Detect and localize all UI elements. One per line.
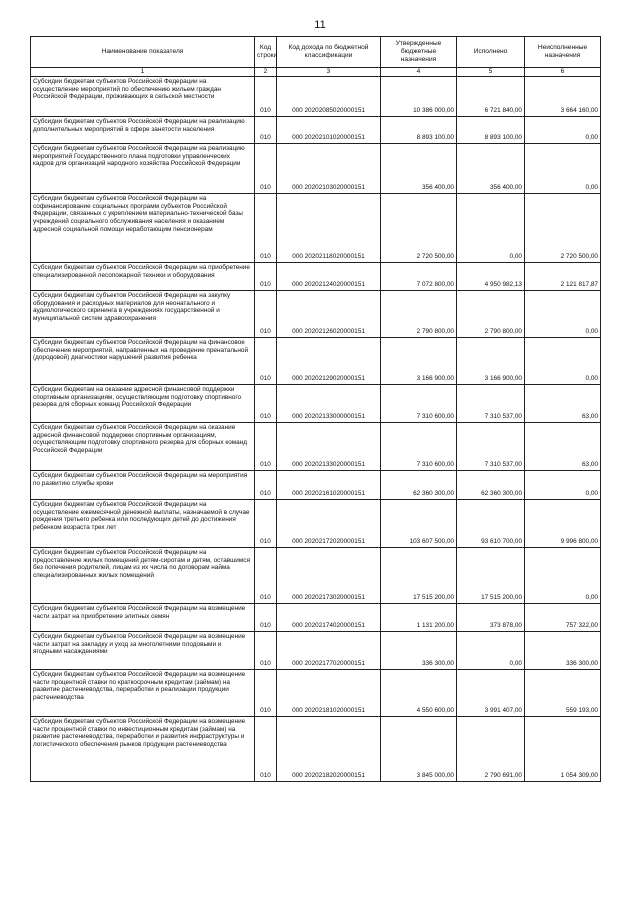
indicator-name-cell: Субсидии бюджетам на оказание адресной финансовой поддержки спортивным организациям, осуществляющим подготовку спортивного резерва для сборных команд Российской Федерации [31, 384, 255, 422]
revenue-code-cell: 000 20202103020000151 [277, 143, 381, 193]
approved-cell: 62 360 300,00 [381, 470, 457, 499]
approved-cell: 336 300,00 [381, 631, 457, 669]
column-number: 1 [31, 68, 255, 77]
revenue-code-cell: 000 20202177020000151 [277, 631, 381, 669]
table-row [31, 116, 601, 143]
indicator-name-cell: Субсидии бюджетам субъектов Российской Федерации на возмещение части процентной ставки по краткосрочным кредитам (займам) на развитие растениеводства, переработки и реализации продукции растениеводства [31, 669, 255, 716]
indicator-name-cell: Субсидии бюджетам субъектов Российской Федерации на осуществление ежемесячной денежной выплаты, назначаемой в случае рождения третьего ребенка или последующих детей до достижения ребенком возраста трех лет [31, 499, 255, 547]
header-approved: Утвержденные бюджетные назначения [381, 37, 457, 68]
approved-cell: 2 790 800,00 [381, 290, 457, 337]
table-row [31, 143, 601, 193]
indicator-name-cell: Субсидии бюджетам субъектов Российской Федерации на осуществление мероприятий по обеспечению жильем граждан Российской Федерации, проживающих в сельской местности [31, 76, 255, 116]
table-row [31, 603, 601, 631]
revenue-code-cell: 000 20202133000000151 [277, 384, 381, 422]
unexecuted-cell: 0,00 [525, 290, 601, 337]
column-number: 5 [457, 68, 525, 77]
unexecuted-cell: 63,00 [525, 422, 601, 470]
line-code-cell: 010 [255, 669, 277, 716]
unexecuted-cell: 9 996 800,00 [525, 499, 601, 547]
column-number: 6 [525, 68, 601, 77]
table-row [31, 193, 601, 262]
indicator-name-cell: Субсидии бюджетам субъектов Российской Федерации на возмещение части затрат на приобретение элитных семян [31, 603, 255, 631]
unexecuted-cell: 3 664 160,00 [525, 76, 601, 116]
approved-cell: 1 131 200,00 [381, 603, 457, 631]
line-code-cell: 010 [255, 193, 277, 262]
executed-cell: 7 310 537,00 [457, 422, 525, 470]
header-executed: Исполнено [457, 37, 525, 68]
approved-cell: 8 893 100,00 [381, 116, 457, 143]
indicator-name-cell: Субсидии бюджетам субъектов Российской Федерации на софинансирование социальных программ субъектов Российской Федерации, связанных с укреплением материально-технической базы учреждений социального обслуживания населения и оказанием адресной социальной помощи неработающим пенсионерам [31, 193, 255, 262]
table-row [31, 262, 601, 290]
revenue-code-cell: 000 20202101020000151 [277, 116, 381, 143]
approved-cell: 2 720 500,00 [381, 193, 457, 262]
approved-cell: 4 550 600,00 [381, 669, 457, 716]
table-row [31, 669, 601, 716]
header-row [31, 37, 601, 68]
header-code: Код строки [255, 37, 277, 68]
indicator-name-cell: Субсидии бюджетам субъектов Российской Федерации на закупку оборудования и расходных материалов для неонатального и аудиологического скрининга в учреждениях государственной и муниципальной систем здравоохранения [31, 290, 255, 337]
unexecuted-cell: 0,00 [525, 143, 601, 193]
unexecuted-cell: 1 054 309,00 [525, 716, 601, 781]
header-revenue-code: Код дохода по бюджетной классификации [277, 37, 381, 68]
revenue-code-cell: 000 20202172020000151 [277, 499, 381, 547]
unexecuted-cell: 0,00 [525, 337, 601, 384]
line-code-cell: 010 [255, 603, 277, 631]
executed-cell: 62 360 300,00 [457, 470, 525, 499]
table-row [31, 499, 601, 547]
revenue-code-cell: 000 20202174020000151 [277, 603, 381, 631]
table-row [31, 470, 601, 499]
approved-cell: 3 845 000,00 [381, 716, 457, 781]
column-number: 2 [255, 68, 277, 77]
table-row [31, 547, 601, 603]
executed-cell: 93 610 700,00 [457, 499, 525, 547]
executed-cell: 356 400,00 [457, 143, 525, 193]
line-code-cell: 010 [255, 499, 277, 547]
table-row [31, 76, 601, 116]
approved-cell: 7 310 600,00 [381, 384, 457, 422]
column-number: 4 [381, 68, 457, 77]
budget-execution-table [30, 36, 601, 782]
table-body [31, 76, 601, 781]
page-number: 11 [314, 19, 326, 31]
indicator-name-cell: Субсидии бюджетам субъектов Российской Федерации на мероприятия по развитию службы крови [31, 470, 255, 499]
revenue-code-cell: 000 20202133020000151 [277, 422, 381, 470]
indicator-name-cell: Субсидии бюджетам субъектов Российской Федерации на реализацию мероприятий Государственного плана подготовки управленческих кадров для организаций народного хозяйства Российской Федерации [31, 143, 255, 193]
executed-cell: 7 310 537,00 [457, 384, 525, 422]
executed-cell: 4 950 982,13 [457, 262, 525, 290]
indicator-name-cell: Субсидии бюджетам субъектов Российской Федерации на предоставление жилых помещений детям-сиротам и детям, оставшимся без попечения родителей, лицам из их числа по договорам найма специализированных жилых помещений [31, 547, 255, 603]
unexecuted-cell: 63,00 [525, 384, 601, 422]
approved-cell: 3 166 900,00 [381, 337, 457, 384]
line-code-cell: 010 [255, 384, 277, 422]
indicator-name-cell: Субсидии бюджетам субъектов Российской Федерации на реализацию дополнительных мероприятий в сфере занятости населения [31, 116, 255, 143]
executed-cell: 3 166 900,00 [457, 337, 525, 384]
line-code-cell: 010 [255, 470, 277, 499]
line-code-cell: 010 [255, 337, 277, 384]
approved-cell: 7 310 600,00 [381, 422, 457, 470]
column-number: 3 [277, 68, 381, 77]
executed-cell: 2 790 800,00 [457, 290, 525, 337]
revenue-code-cell: 000 20202126020000151 [277, 290, 381, 337]
line-code-cell: 010 [255, 547, 277, 603]
executed-cell: 0,00 [457, 193, 525, 262]
unexecuted-cell: 0,00 [525, 547, 601, 603]
executed-cell: 6 721 840,00 [457, 76, 525, 116]
indicator-name-cell: Субсидии бюджетам субъектов Российской Федерации на возмещение части процентной ставки по инвестиционным кредитам (займам) на развитие растениеводства, переработки и развития инфраструктуры и логистического обеспечения рынков продукции растениеводства [31, 716, 255, 781]
line-code-cell: 010 [255, 422, 277, 470]
unexecuted-cell: 336 300,00 [525, 631, 601, 669]
executed-cell: 2 790 691,00 [457, 716, 525, 781]
revenue-code-cell: 000 20202118020000151 [277, 193, 381, 262]
table-row [31, 631, 601, 669]
indicator-name-cell: Субсидии бюджетам субъектов Российской Федерации на приобретение специализированной лесопожарной техники и оборудования [31, 262, 255, 290]
line-code-cell: 010 [255, 716, 277, 781]
approved-cell: 7 072 800,00 [381, 262, 457, 290]
approved-cell: 103 607 500,00 [381, 499, 457, 547]
unexecuted-cell: 2 121 817,87 [525, 262, 601, 290]
line-code-cell: 010 [255, 143, 277, 193]
revenue-code-cell: 000 20202085020000151 [277, 76, 381, 116]
unexecuted-cell: 0,00 [525, 470, 601, 499]
revenue-code-cell: 000 20202181020000151 [277, 669, 381, 716]
line-code-cell: 010 [255, 116, 277, 143]
indicator-name-cell: Субсидии бюджетам субъектов Российской Федерации на возмещение части затрат на закладку и уход за многолетними плодовыми и ягодными насаждениями [31, 631, 255, 669]
executed-cell: 3 991 407,00 [457, 669, 525, 716]
revenue-code-cell: 000 20202173020000151 [277, 547, 381, 603]
header-unexecuted: Неисполненные назначения [525, 37, 601, 68]
unexecuted-cell: 2 720 500,00 [525, 193, 601, 262]
line-code-cell: 010 [255, 76, 277, 116]
revenue-code-cell: 000 20202129020000151 [277, 337, 381, 384]
approved-cell: 17 515 200,00 [381, 547, 457, 603]
revenue-code-cell: 000 20202161020000151 [277, 470, 381, 499]
line-code-cell: 010 [255, 631, 277, 669]
unexecuted-cell: 0,00 [525, 116, 601, 143]
indicator-name-cell: Субсидии бюджетам субъектов Российской Федерации на финансовое обеспечение мероприятий, направленных на проведение пренатальной (дородовой) диагностики нарушений развития ребенка [31, 337, 255, 384]
line-code-cell: 010 [255, 262, 277, 290]
column-number-row [31, 68, 601, 77]
approved-cell: 356 400,00 [381, 143, 457, 193]
executed-cell: 17 515 200,00 [457, 547, 525, 603]
table-row [31, 290, 601, 337]
unexecuted-cell: 757 322,00 [525, 603, 601, 631]
header-name: Наименование показателя [31, 37, 255, 68]
table-row [31, 716, 601, 781]
indicator-name-cell: Субсидии бюджетам субъектов Российской Федерации на оказание адресной финансовой поддержки спортивным организациям, осуществляющим подготовку спортивного резерва для сборных команд Российской Федерации [31, 422, 255, 470]
table-row [31, 384, 601, 422]
revenue-code-cell: 000 20202124020000151 [277, 262, 381, 290]
executed-cell: 0,00 [457, 631, 525, 669]
line-code-cell: 010 [255, 290, 277, 337]
unexecuted-cell: 559 193,00 [525, 669, 601, 716]
approved-cell: 10 386 000,00 [381, 76, 457, 116]
table-row [31, 337, 601, 384]
executed-cell: 373 878,00 [457, 603, 525, 631]
executed-cell: 8 893 100,00 [457, 116, 525, 143]
table-row [31, 422, 601, 470]
revenue-code-cell: 000 20202182020000151 [277, 716, 381, 781]
